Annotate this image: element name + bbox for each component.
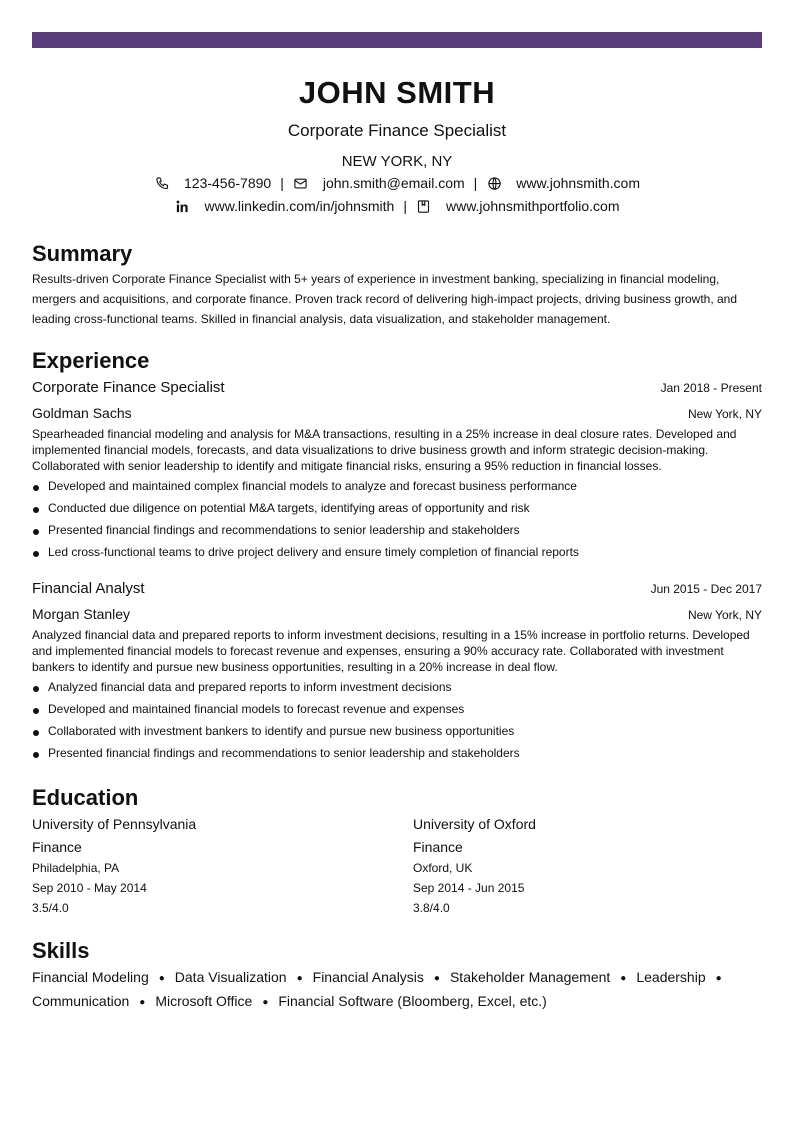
skill-item: Leadership	[636, 969, 706, 985]
job-company: Morgan Stanley	[32, 606, 131, 622]
summary-text: Results-driven Corporate Finance Specialist with 5+ years of experience in investment banking, specializing in financial modeling, mergers and acquisitions, and corporate finance. Proven track record of delivering high-impact projects, driving business growth, and leading cross-functional teams. Skilled in financial analysis, data visualization, and stakeholder management.	[32, 272, 738, 326]
portfolio-link[interactable]: www.johnsmithportfolio.com	[445, 198, 620, 214]
phone-icon	[154, 175, 170, 191]
skill-item: Microsoft Office	[155, 993, 253, 1009]
school-location: Philadelphia, PA	[32, 861, 120, 875]
portfolio-icon	[416, 198, 432, 214]
job-company: Goldman Sachs	[32, 405, 132, 421]
school-name: University of Oxford	[413, 816, 536, 832]
education-entry-1	[32, 815, 392, 920]
bullet-text: Presented financial findings and recommendations to senior leadership and stakeholders	[48, 523, 520, 537]
skill-item: Financial Software (Bloomberg, Excel, etc.)	[278, 993, 547, 1009]
separator: |	[473, 175, 478, 191]
job-1-company-row	[32, 404, 762, 422]
skills-heading: Skills	[32, 938, 90, 963]
list-item	[32, 522, 762, 544]
bullet-icon: ●	[620, 973, 627, 984]
skill-item: Financial Analysis	[312, 969, 424, 985]
list-item	[32, 679, 762, 701]
list-item	[32, 500, 762, 522]
job-location: New York, NY	[687, 608, 762, 622]
experience-heading: Experience	[32, 348, 150, 373]
contact-row-1	[32, 174, 762, 192]
school-gpa: 3.5/4.0	[32, 901, 69, 915]
bullet-text: Developed and maintained financial models to forecast revenue and expenses	[48, 702, 465, 716]
phone-number[interactable]: 123-456-7890	[184, 175, 272, 191]
job-dates: Jun 2015 - Dec 2017	[650, 582, 762, 596]
bullet-icon: ●	[296, 973, 303, 984]
bullet-text: Conducted due diligence on potential M&A targets, identifying areas of opportunity and risk	[48, 501, 530, 515]
list-item	[32, 723, 762, 745]
school-location: Oxford, UK	[413, 861, 473, 875]
bullet-text: Presented financial findings and recommendations to senior leadership and stakeholders	[48, 746, 520, 760]
summary-heading: Summary	[32, 241, 133, 266]
job-dates: Jan 2018 - Present	[660, 381, 762, 395]
contact-row-2	[32, 197, 762, 215]
job-1-bullets	[32, 478, 762, 566]
bullet-icon: ●	[262, 997, 269, 1008]
linkedin-icon	[174, 198, 190, 214]
linkedin-link[interactable]: www.linkedin.com/in/johnsmith	[204, 198, 395, 214]
candidate-title: Corporate Finance Specialist	[287, 121, 507, 140]
list-item	[32, 478, 762, 500]
bullet-icon	[33, 752, 39, 758]
list-item	[32, 544, 762, 566]
bullet-icon	[33, 708, 39, 714]
bullet-icon	[33, 529, 39, 535]
bullet-text: Collaborated with investment bankers to identify and pursue new business opportunities	[48, 724, 515, 738]
skill-item: Data Visualization	[174, 969, 287, 985]
school-field: Finance	[413, 839, 463, 855]
school-dates: Sep 2010 - May 2014	[32, 881, 147, 895]
bullet-icon	[33, 507, 39, 513]
job-1-header	[32, 379, 762, 397]
bullet-icon: ●	[715, 973, 722, 984]
globe-icon	[486, 175, 502, 191]
email-link[interactable]: john.smith@email.com	[322, 175, 465, 191]
job-2-company-row	[32, 605, 762, 623]
bullet-text: Analyzed financial data and prepared reports to inform investment decisions	[48, 680, 452, 694]
bullet-icon: ●	[158, 973, 165, 984]
bullet-icon	[33, 686, 39, 692]
skill-item: Financial Modeling	[32, 969, 149, 985]
job-title: Corporate Finance Specialist	[32, 379, 225, 396]
separator: |	[403, 198, 407, 214]
accent-bar	[32, 32, 762, 48]
job-2-header	[32, 580, 762, 598]
school-name: University of Pennsylvania	[32, 816, 197, 832]
school-field: Finance	[32, 839, 82, 855]
bullet-icon	[33, 551, 39, 557]
job-2-description: Analyzed financial data and prepared reports to inform investment decisions, resulting in a 15% increase in portfolio returns. Developed and implemented financial models to forecast revenue and expenses, ensuring a 90% accuracy rate. Collaborated with investment bankers to identify and pursue new business opportunities, resulting in a 20% increase in deal flow.	[32, 628, 750, 674]
skill-item: Stakeholder Management	[449, 969, 611, 985]
skills-list	[32, 966, 762, 1014]
education-heading: Education	[32, 785, 139, 810]
candidate-location: NEW YORK, NY	[341, 153, 453, 170]
email-icon	[293, 175, 309, 191]
school-dates: Sep 2014 - Jun 2015	[413, 881, 525, 895]
bullet-text: Led cross-functional teams to drive project delivery and ensure timely completion of financial reports	[48, 545, 579, 559]
candidate-name: JOHN SMITH	[298, 75, 496, 110]
job-title: Financial Analyst	[32, 580, 145, 597]
job-location: New York, NY	[687, 407, 762, 421]
bullet-icon: ●	[139, 997, 146, 1008]
bullet-text: Developed and maintained complex financial models to analyze and forecast business performance	[48, 479, 577, 493]
school-gpa: 3.8/4.0	[413, 901, 450, 915]
bullet-icon	[33, 485, 39, 491]
website-link[interactable]: www.johnsmith.com	[516, 175, 640, 191]
bullet-icon	[33, 730, 39, 736]
list-item	[32, 745, 762, 767]
job-1-description: Spearheaded financial modeling and analysis for M&A transactions, resulting in a 25% increase in deal closure rates. Developed and implemented financial models, forecasts, and data visualizations to drive business growth and inform strategic decision-making. Collaborated with senior leadership to identify and mitigate financial risks, ensuring a 95% reduction in financial losses.	[32, 427, 737, 473]
education-entry-2	[413, 815, 773, 920]
separator: |	[280, 175, 284, 191]
job-2-bullets	[32, 679, 762, 767]
list-item	[32, 701, 762, 723]
skill-item: Communication	[32, 993, 130, 1009]
bullet-icon: ●	[433, 973, 440, 984]
